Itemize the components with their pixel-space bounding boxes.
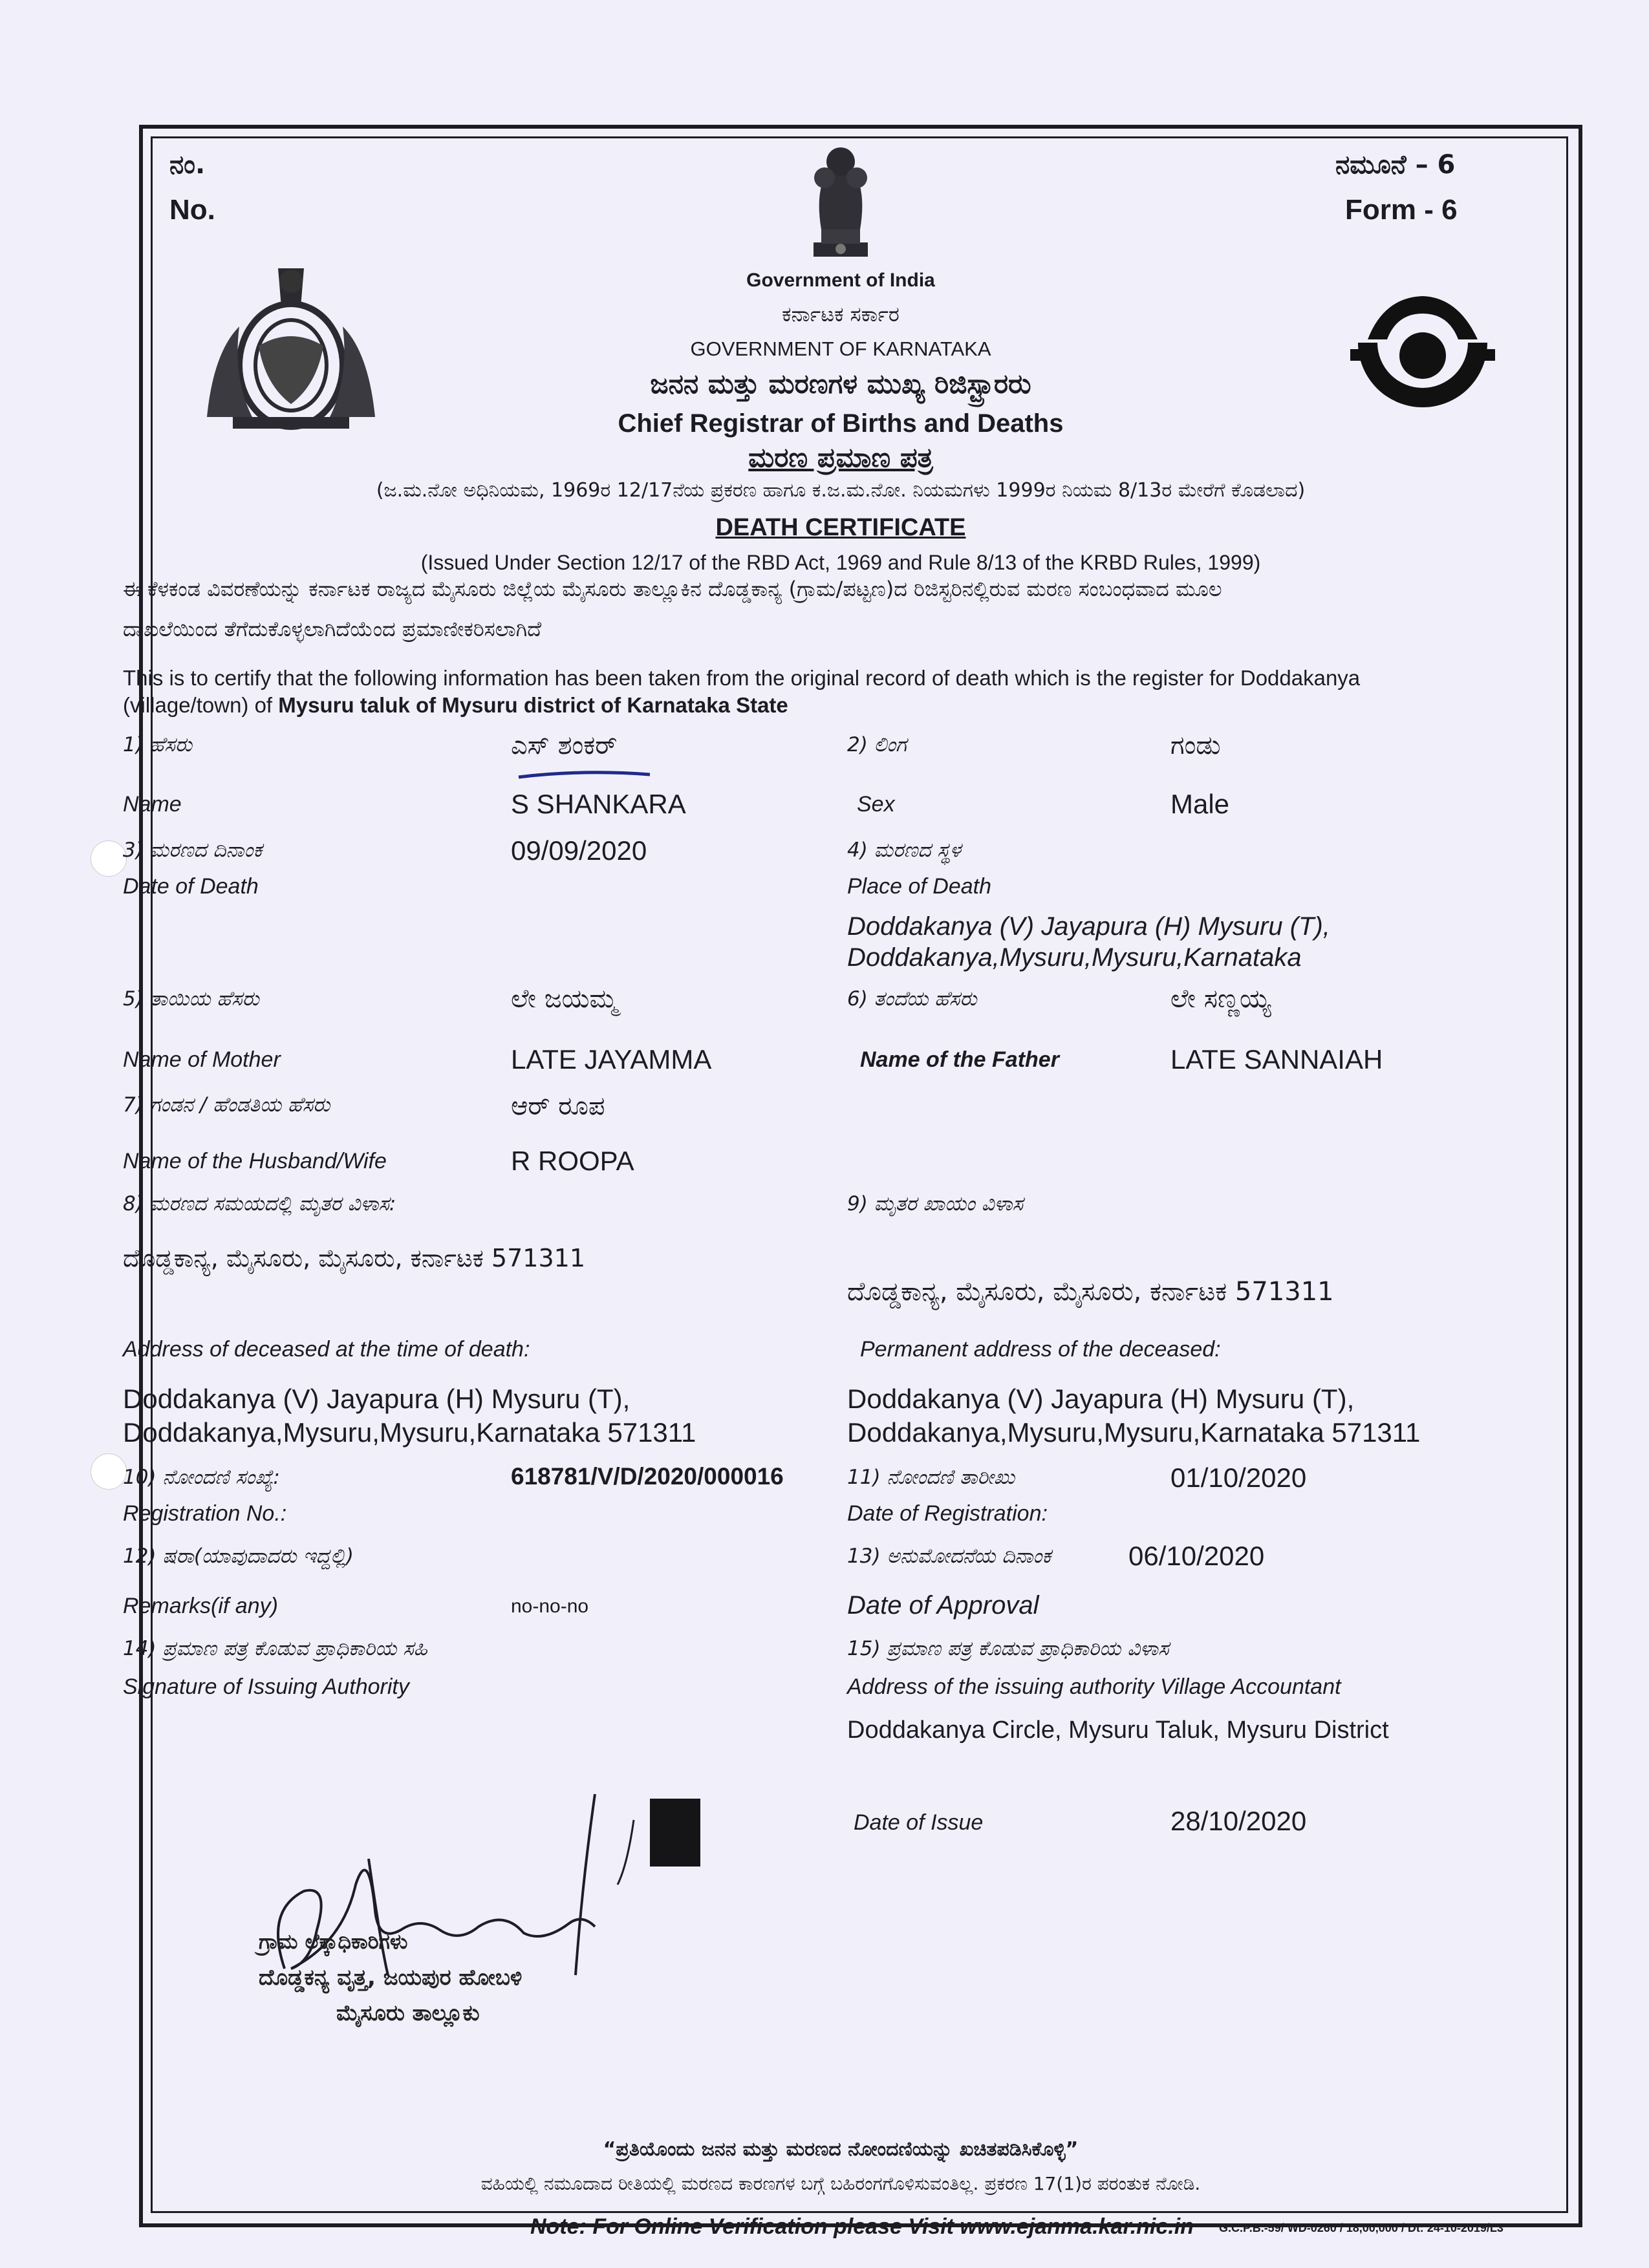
name-value-kn: ಎಸ್ ಶಂಕರ್ xyxy=(511,731,618,760)
place-of-death-line1: Doddakanya (V) Jayapura (H) Mysuru (T), xyxy=(847,912,1330,941)
number-label: No. xyxy=(169,194,215,226)
stamp-line3: ಮೈಸೂರು ತಾಲ್ಲೂಕು xyxy=(336,2000,480,2026)
chief-registrar-label: Chief Registrar of Births and Deaths xyxy=(618,409,1064,438)
certify-text-line1: This is to certify that the following information has been taken from the original record of death which is the register for Doddakanya xyxy=(123,666,1361,690)
spouse-name-value-kn: ಆರ್ ರೂಪ xyxy=(511,1091,605,1121)
authority-address-label-kn: 15) ಪ್ರಮಾಣ ಪತ್ರ ಕೊಡುವ ಪ್ರಾಧಿಕಾರಿಯ ವಿಳಾಸ xyxy=(847,1637,1169,1660)
permanent-address-line2: Doddakanya,Mysuru,Mysuru,Karnataka 571311 xyxy=(847,1417,1421,1448)
place-of-death-line2: Doddakanya,Mysuru,Mysuru,Karnataka xyxy=(847,943,1302,972)
punch-hole-top xyxy=(91,840,127,877)
approval-date-label-kn: 13) ಅನುಮೋದನೆಯ ದಿನಾಂಕ xyxy=(847,1545,1051,1568)
registration-date-value: 01/10/2020 xyxy=(1170,1462,1307,1493)
mother-name-label-kn: 5) ತಾಯಿಯ ಹೆಸರು xyxy=(123,987,259,1011)
spouse-name-label: Name of the Husband/Wife xyxy=(123,1149,387,1173)
sex-value-kn: ಗಂಡು xyxy=(1170,731,1221,760)
father-name-value-kn: ಲೇ ಸಣ್ಣಯ್ಯ xyxy=(1170,984,1271,1014)
approval-date-value: 06/10/2020 xyxy=(1128,1541,1265,1571)
address-at-death-kn: ದೊಡ್ಡಕಾನ್ಯ, ಮೈಸೂರು, ಮೈಸೂರು, ಕರ್ನಾಟಕ 571311 xyxy=(123,1244,585,1272)
chief-registrar-kn: ಜನನ ಮತ್ತು ಮರಣಗಳ ಮುಖ್ಯ ರಿಜಿಸ್ಟ್ರಾರರು xyxy=(650,368,1031,400)
address-at-death-label-kn: 8) ಮರಣದ ಸಮಯದಲ್ಲಿ ಮೃತರ ವಿಳಾಸ: xyxy=(123,1192,396,1215)
form-number-kn: ನಮೂನೆ – 6 xyxy=(1335,150,1456,180)
date-of-death-label-kn: 3) ಮರಣದ ದಿನಾಂಕ xyxy=(123,839,263,862)
place-of-death-label-kn: 4) ಮರಣದ ಸ್ಥಳ xyxy=(847,839,961,862)
father-name-label: Name of the Father xyxy=(860,1047,1059,1072)
issuing-authority-signature xyxy=(246,1781,660,1995)
mother-name-value: LATE JAYAMMA xyxy=(511,1044,712,1075)
registration-number-label: Registration No.: xyxy=(123,1501,287,1526)
name-label-kn: 1) ಹೆಸರು xyxy=(123,733,193,756)
spouse-name-value: R ROOPA xyxy=(511,1146,634,1176)
signature-label-kn: 14) ಪ್ರಮಾಣ ಪತ್ರ ಕೊಡುವ ಪ್ರಾಧಿಕಾರಿಯ ಸಹಿ xyxy=(123,1637,427,1660)
act-reference: (Issued Under Section 12/17 of the RBD Act, 1969 and Rule 8/13 of the KRBD Rules, 1999) xyxy=(420,551,1261,574)
stamp-line1: ಗ್ರಾಮ ಲೆಕ್ಕಾಧಿಕಾರಿಗಳು xyxy=(259,1929,408,1954)
authority-address-label: Address of the issuing authority Village Accountant xyxy=(847,1674,1341,1699)
government-of-india-label: Government of India xyxy=(746,270,935,291)
stamp-line2: ದೊಡ್ಡಕನ್ಯ ವೃತ್ತ, ಜಯಪುರ ಹೋಬಳಿ xyxy=(259,1965,523,1991)
certify-text-kn-line2: ದಾಖಲೆಯಿಂದ ತೆಗೆದುಕೊಳ್ಳಲಾಗಿದೆಯೆಂದ ಪ್ರಮಾಣೀಕರಿಸಲಾಗಿದೆ xyxy=(123,617,542,641)
name-value: S SHANKARA xyxy=(511,789,686,819)
certify-text-kn-line1: ಈ ಕೆಳಕಂಡ ವಿವರಣೆಯನ್ನು ಕರ್ನಾಟಕ ರಾಜ್ಯದ ಮೈಸೂರು ಜಿಲ್ಲೆಯ ಮೈಸೂರು ತಾಲ್ಲೂಕಿನ ದೊಡ್ಡಕಾನ್ಯ (ಗ್ರಾಮ/ಪಟ್ಟಣ)ದ ರಿಜಿಸ್ಟರಿನಲ್ಲಿರುವ ಮರಣ ಸಂಬಂಧವಾದ ಮೂಲ xyxy=(123,577,1222,601)
name-label: Name xyxy=(123,792,182,817)
registration-number-label-kn: 10) ನೋಂದಣಿ ಸಂಖ್ಯೆ: xyxy=(123,1466,280,1489)
father-name-label-kn: 6) ತಂದೆಯ ಹೆಸರು xyxy=(847,987,977,1011)
certify-text-line2: (village/town) of Mysuru taluk of Mysuru district of Karnataka State xyxy=(123,693,788,717)
date-of-issue-value: 28/10/2020 xyxy=(1170,1806,1307,1836)
permanent-address-kn: ದೊಡ್ಡಕಾನ್ಯ, ಮೈಸೂರು, ಮೈಸೂರು, ಕರ್ನಾಟಕ 571311 xyxy=(847,1277,1334,1307)
remarks-label-kn: 12) ಷರಾ(ಯಾವುದಾದರು ಇದ್ದಲ್ಲಿ) xyxy=(123,1545,354,1568)
karnataka-state-emblem-icon xyxy=(194,255,388,436)
address-at-death-line1: Doddakanya (V) Jayapura (H) Mysuru (T), xyxy=(123,1384,630,1414)
footer-quote-kn: “ಪ್ರತಿಯೊಂದು ಜನನ ಮತ್ತು ಮರಣದ ನೋಂದಣಿಯನ್ನು ಖಚಿತಪಡಿಸಿಕೊಳ್ಳಿ” xyxy=(603,2138,1079,2161)
sex-label: Sex xyxy=(857,792,895,817)
janana-marana-logo-icon xyxy=(1345,284,1500,414)
act-reference-kn: (ಜ.ಮ.ನೋ ಅಧಿನಿಯಮ, 1969ರ 12/17ನೆಯ ಪ್ರಕರಣ ಹಾಗೂ ಕ.ಜ.ಮ.ನೋ. ನಿಯಮಗಳು 1999ರ ನಿಯಮ 8/13ರ ಮೇರೆಗೆ ಕೊಡಲಾದ) xyxy=(376,479,1306,502)
death-certificate-title: DEATH CERTIFICATE xyxy=(715,514,966,541)
punch-hole-bottom xyxy=(91,1453,127,1490)
mother-name-label: Name of Mother xyxy=(123,1047,281,1072)
sex-value: Male xyxy=(1170,789,1230,819)
registration-number-value: 618781/V/D/2020/000016 xyxy=(511,1463,784,1490)
government-of-karnataka-label: GOVERNMENT OF KARNATAKA xyxy=(690,337,991,360)
karnataka-government-kn: ಕರ್ನಾಟಕ ಸರ್ಕಾರ xyxy=(782,302,900,326)
address-at-death-line2: Doddakanya,Mysuru,Mysuru,Karnataka 571311 xyxy=(123,1417,696,1448)
address-at-death-label: Address of deceased at the time of death: xyxy=(123,1337,530,1362)
authority-address-value: Doddakanya Circle, Mysuru Taluk, Mysuru District xyxy=(847,1717,1389,1744)
remarks-value: no-no-no xyxy=(511,1596,589,1617)
approval-date-label: Date of Approval xyxy=(847,1591,1039,1620)
death-certificate-title-kn: ಮರಣ ಪ್ರಮಾಣ ಪತ್ರ xyxy=(748,442,933,473)
number-label-kn: ನಂ. xyxy=(169,150,206,180)
remarks-label: Remarks(if any) xyxy=(123,1594,278,1618)
signature-label: Signature of Issuing Authority xyxy=(123,1674,409,1699)
footer-note-kn: ವಹಿಯಲ್ಲಿ ನಮೂದಾದ ರೀತಿಯಲ್ಲಿ ಮರಣದ ಕಾರಣಗಳ ಬಗ್ಗೆ ಬಹಿರಂಗಗೊಳಿಸುವಂತಿಲ್ಲ. ಪ್ರಕರಣ 17(1)ರ ಪರಂತುಕ ನೋಡಿ. xyxy=(480,2173,1201,2194)
father-name-value: LATE SANNAIAH xyxy=(1170,1044,1383,1075)
mother-name-value-kn: ಲೇ ಜಯಮ್ಮ xyxy=(511,984,618,1014)
permanent-address-line1: Doddakanya (V) Jayapura (H) Mysuru (T), xyxy=(847,1384,1355,1414)
ink-underline-mark xyxy=(517,768,653,781)
registration-date-label-kn: 11) ನೋಂದಣಿ ತಾರೀಖು xyxy=(847,1466,1015,1489)
online-verification-note: Note: For Online Verification please Visit www.ejanma.kar.nic.in xyxy=(530,2214,1194,2239)
spouse-name-label-kn: 7) ಗಂಡನ / ಹೆಂಡತಿಯ ಹೆಸರು xyxy=(123,1093,330,1117)
sex-label-kn: 2) ಲಿಂಗ xyxy=(847,733,907,756)
form-number: Form - 6 xyxy=(1345,194,1458,226)
registration-date-label: Date of Registration: xyxy=(847,1501,1048,1526)
print-code: G.C.P.B.-59/ WD-0260 / 18,00,000 / Dt: 24-10-2019/L3 xyxy=(1219,2221,1503,2234)
permanent-address-label: Permanent address of the deceased: xyxy=(860,1337,1221,1362)
place-of-death-label: Place of Death xyxy=(847,874,992,899)
permanent-address-label-kn: 9) ಮೃತರ ಖಾಯಂ ವಿಳಾಸ xyxy=(847,1192,1023,1215)
national-emblem-icon xyxy=(802,133,879,262)
date-of-death-label: Date of Death xyxy=(123,874,259,899)
date-of-death-value: 09/09/2020 xyxy=(511,835,647,866)
date-of-issue-label: Date of Issue xyxy=(854,1810,984,1835)
